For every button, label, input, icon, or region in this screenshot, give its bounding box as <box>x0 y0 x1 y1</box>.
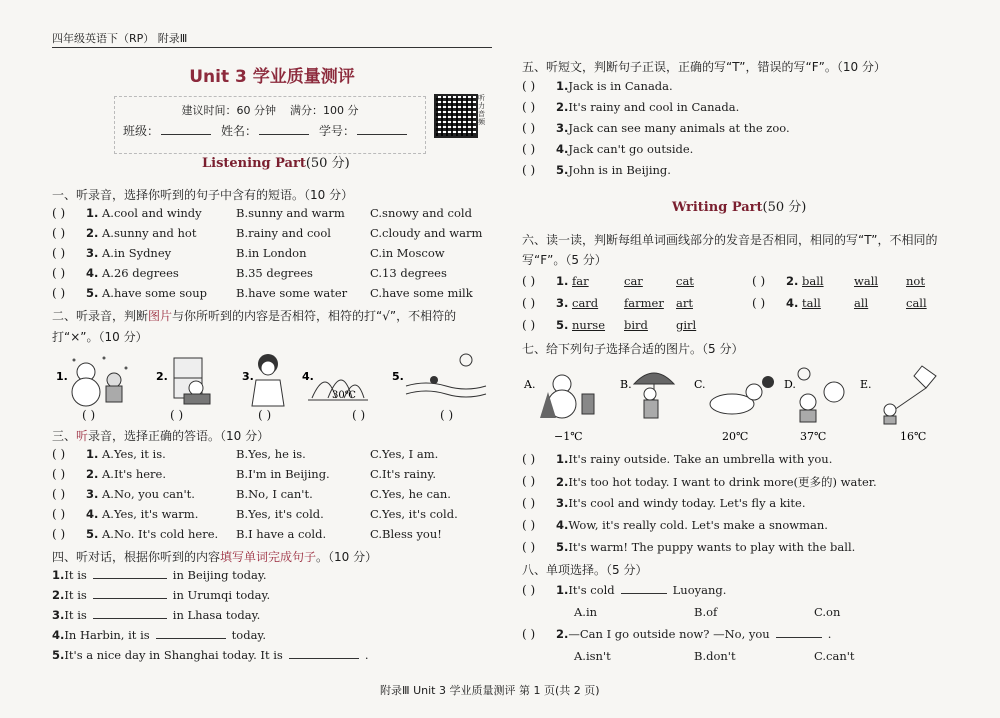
answer-bracket[interactable]: ( ) <box>522 121 536 135</box>
question-number: 2. <box>556 100 569 114</box>
name-label: 姓名： <box>221 124 258 138</box>
option-b[interactable]: B.of <box>694 605 718 619</box>
listening-part-title: Listening Part(50 分) <box>202 156 350 171</box>
pic7-temp-e: 16℃ <box>900 430 927 443</box>
answer-blank[interactable] <box>776 637 822 638</box>
question-number: 5. <box>556 318 569 332</box>
word <box>624 296 664 310</box>
underlined-part: art <box>676 296 693 310</box>
picture-answer-blank[interactable]: ( ) <box>82 408 96 422</box>
word <box>802 274 824 288</box>
sentence-end: in Lhasa today. <box>172 608 261 622</box>
underlined-part: all <box>854 296 869 310</box>
name-field[interactable] <box>259 122 309 135</box>
page-footer: 附录Ⅲ Unit 3 学业质量测评 第 1 页(共 2 页) <box>380 684 600 697</box>
section5-title: 五、听短文，判断句子正误，正确的写“T”，错误的写“F”。（10 分） <box>522 60 886 74</box>
option-c[interactable]: C.on <box>814 605 841 619</box>
sentence-end: in Beijing today. <box>172 568 267 582</box>
underlined-part: farmer <box>624 296 664 310</box>
answer-bracket[interactable]: ( ) <box>52 527 66 541</box>
option-a[interactable]: A.in <box>574 605 598 619</box>
class-label: 班级： <box>123 124 160 138</box>
underlined-part: cat <box>676 274 694 288</box>
question-number: 2. <box>556 627 569 641</box>
option-c[interactable]: C.Yes, I am. <box>370 447 439 461</box>
option-b[interactable]: B.Yes, he is. <box>236 447 306 461</box>
question-number: 2. <box>86 467 99 481</box>
question-number: 4. <box>556 142 569 156</box>
option-b[interactable]: B.sunny and warm <box>236 206 345 220</box>
question-number: 4. <box>556 518 569 532</box>
option-b[interactable]: B.No, I can't. <box>236 487 313 501</box>
hot-sun-picture-icon <box>784 368 844 443</box>
girl-icon <box>242 354 284 406</box>
statement <box>556 79 673 93</box>
sentence-start: It's a nice day in Shanghai today. It is <box>64 648 283 662</box>
fill-sentence <box>52 628 266 642</box>
statement-text: John is in Beijing. <box>568 163 671 177</box>
pic7-letter-c: C. <box>694 378 706 391</box>
section6-title-cont: 写“F”。（5 分） <box>522 253 607 267</box>
option-c[interactable]: C.Yes, he can. <box>370 487 451 501</box>
swimming-scene-icon <box>392 354 486 397</box>
info-time-score <box>115 102 425 118</box>
qr-label: 听力音频 <box>478 94 485 126</box>
picture-answer-blank[interactable]: ( ) <box>352 408 366 422</box>
question-number: 3. <box>556 496 569 510</box>
option-b[interactable]: B.35 degrees <box>236 266 313 280</box>
sentence-start: It is <box>64 588 87 602</box>
option-c[interactable]: C.have some milk <box>370 286 473 300</box>
pic7-letter-a: A. <box>524 378 536 391</box>
question-number: 2. <box>52 588 65 602</box>
question <box>556 583 726 597</box>
window-boy-icon <box>156 358 210 404</box>
fill-sentence <box>52 648 368 662</box>
section2-pictures <box>56 350 496 430</box>
answer-bracket[interactable]: ( ) <box>522 540 536 554</box>
pic-label-3: 3. <box>242 370 254 383</box>
pic7-temp-a: −1℃ <box>554 430 583 443</box>
kite-picture-icon <box>860 366 936 443</box>
sentence <box>556 452 832 466</box>
statement <box>556 163 671 177</box>
class-field[interactable] <box>161 122 211 135</box>
opera-house-icon <box>302 370 368 401</box>
answer-bracket[interactable]: ( ) <box>522 627 536 641</box>
section8-title: 八、单项选择。（5 分） <box>522 563 648 577</box>
sentence <box>556 496 806 510</box>
option-c[interactable]: C.Bless you! <box>370 527 442 541</box>
sentence-text: It's warm! The puppy wants to play with the ball. <box>568 540 856 554</box>
picture-answer-blank[interactable]: ( ) <box>170 408 184 422</box>
question-number: 5. <box>86 286 99 300</box>
option-c[interactable]: C.snowy and cold <box>370 206 472 220</box>
answer-blank[interactable] <box>93 578 167 579</box>
option-a[interactable]: A.It's here. <box>102 467 167 481</box>
word <box>572 296 598 310</box>
sentence-start: In Harbin, it is <box>64 628 150 642</box>
underlined-part: nurse <box>572 318 606 332</box>
option-a[interactable]: A.isn't <box>574 649 611 663</box>
option-a[interactable]: A.Yes, it is. <box>102 447 166 461</box>
answer-blank[interactable] <box>289 658 359 659</box>
option-b[interactable]: B.Yes, it's cold. <box>236 507 324 521</box>
question-number: 5. <box>556 540 569 554</box>
answer-bracket[interactable]: ( ) <box>522 496 536 510</box>
option-c[interactable]: C.It's rainy. <box>370 467 436 481</box>
sentence <box>556 474 877 490</box>
option-a[interactable]: A.No. It's cold here. <box>102 527 219 541</box>
id-field[interactable] <box>357 122 407 135</box>
word <box>906 296 927 310</box>
pic-label-1: 1. <box>56 370 68 383</box>
underlined-part: car <box>624 274 643 288</box>
question-start: It's cold <box>568 583 615 597</box>
word <box>624 274 643 288</box>
statement <box>556 121 790 135</box>
section2-title-cont: 打“×”。（10 分） <box>52 330 148 344</box>
word <box>676 318 696 332</box>
info-time: 建议时间：60 分钟 <box>181 104 276 117</box>
page-title: Unit 3 学业质量测评 <box>189 67 355 87</box>
statement <box>556 100 739 114</box>
word <box>802 296 821 310</box>
option-b[interactable]: B.I have a cold. <box>236 527 327 541</box>
pic7-temp-d: 37℃ <box>800 430 827 443</box>
answer-bracket[interactable]: ( ) <box>522 79 536 93</box>
sentence <box>556 540 855 554</box>
snow-scene-icon <box>56 357 128 407</box>
pic-label-2: 2. <box>156 370 168 383</box>
answer-bracket[interactable]: ( ) <box>52 467 66 481</box>
question-number: 3. <box>556 296 569 310</box>
word <box>572 274 589 288</box>
answer-bracket[interactable]: ( ) <box>522 100 536 114</box>
question-number: 5. <box>556 163 569 177</box>
question-number: 1. <box>556 452 569 466</box>
section7-pictures <box>522 362 970 444</box>
word <box>854 296 868 310</box>
question-number: 1. <box>86 447 99 461</box>
underlined-part: card <box>572 296 599 310</box>
id-label: 学号： <box>319 124 356 138</box>
answer-bracket[interactable]: ( ) <box>522 452 536 466</box>
question-number: 4. <box>86 507 99 521</box>
question-number: 3. <box>86 246 99 260</box>
section1-title: 一、听录音，选择你听到的句子中含有的短语。（10 分） <box>52 188 354 202</box>
umbrella-picture-icon <box>620 373 674 418</box>
sentence-text: It's cool and windy today. Let's fly a kite. <box>568 496 806 510</box>
answer-bracket[interactable]: ( ) <box>522 274 536 288</box>
option-b[interactable]: B.I'm in Beijing. <box>236 467 330 481</box>
question <box>556 627 831 641</box>
underlined-part: ball <box>802 274 824 288</box>
question-number: 2. <box>556 475 569 489</box>
writing-part-title: Writing Part(50 分) <box>672 200 807 215</box>
pic7-letter-e: E. <box>860 378 872 391</box>
statement-text: It's rainy and cool in Canada. <box>568 100 740 114</box>
sentence <box>556 518 828 532</box>
section4-title: 四、听对话，根据你听到的内容填写单词完成句子。（10 分） <box>52 550 378 564</box>
answer-bracket[interactable]: ( ) <box>522 318 536 332</box>
answer-bracket[interactable]: ( ) <box>522 474 536 488</box>
word <box>624 318 648 332</box>
option-a[interactable]: A.sunny and hot <box>102 226 197 240</box>
sentence-end: in Urumqi today. <box>172 588 271 602</box>
sentence-start: It is <box>64 608 87 622</box>
answer-blank[interactable] <box>93 598 167 599</box>
pic-label-5: 5. <box>392 370 404 383</box>
sentence-start: It is <box>64 568 87 582</box>
info-box <box>114 96 426 154</box>
answer-bracket[interactable]: ( ) <box>52 487 66 501</box>
answer-bracket[interactable]: ( ) <box>52 226 66 240</box>
pic-label-4: 4. <box>302 370 314 383</box>
answer-blank[interactable] <box>621 593 667 594</box>
question-number: 4. <box>52 628 65 642</box>
sentence-end: . <box>364 648 369 662</box>
answer-bracket[interactable]: ( ) <box>522 142 536 156</box>
answer-bracket[interactable]: ( ) <box>522 296 536 310</box>
underlined-part: bird <box>624 318 648 332</box>
option-a[interactable]: A.in Sydney <box>102 246 172 260</box>
sentence-text: Wow, it's really cold. Let's make a snowman. <box>568 518 828 532</box>
pic-temp: 30℃ <box>332 390 356 401</box>
word <box>676 296 693 310</box>
answer-bracket[interactable]: ( ) <box>522 163 536 177</box>
answer-bracket[interactable]: ( ) <box>52 206 66 220</box>
pic7-letter-b: B. <box>620 378 632 391</box>
option-c[interactable]: C.cloudy and warm <box>370 226 483 240</box>
header-divider <box>52 47 492 48</box>
answer-bracket[interactable]: ( ) <box>752 296 766 310</box>
pic7-temp-c: 20℃ <box>722 430 749 443</box>
section6-title: 六、读一读，判断每组单词画线部分的发音是否相同，相同的写“T”，不相同的 <box>522 233 938 247</box>
underlined-part: tall <box>802 296 821 310</box>
underlined-part: call <box>906 296 927 310</box>
answer-bracket[interactable]: ( ) <box>52 447 66 461</box>
option-c[interactable]: C.Yes, it's cold. <box>370 507 458 521</box>
answer-bracket[interactable]: ( ) <box>522 583 536 597</box>
option-a[interactable]: A.26 degrees <box>102 266 179 280</box>
fill-sentence <box>52 588 270 602</box>
answer-bracket[interactable]: ( ) <box>52 286 66 300</box>
question-number: 1. <box>52 568 65 582</box>
question-number: 4. <box>786 296 799 310</box>
sentence-text: It's rainy outside. Take an umbrella with you. <box>568 452 833 466</box>
option-c[interactable]: C.can't <box>814 649 855 663</box>
statement-text: Jack can't go outside. <box>568 142 694 156</box>
answer-bracket[interactable]: ( ) <box>752 274 766 288</box>
word <box>854 274 878 288</box>
fill-sentence <box>52 568 267 582</box>
underlined-part: wall <box>854 274 879 288</box>
sentence-text: It's too hot today. I want to drink more(更多的) water. <box>568 475 877 489</box>
question-number: 5. <box>86 527 99 541</box>
option-a[interactable]: A.cool and windy <box>102 206 202 220</box>
question-start: —Can I go outside now? —No, you <box>568 627 770 641</box>
question-end: . <box>827 627 832 641</box>
question-number: 2. <box>86 226 99 240</box>
info-score: 满分：100 分 <box>290 104 359 117</box>
snowman-picture-icon <box>523 375 594 443</box>
section7-title: 七、给下列句子选择合适的图片。（5 分） <box>522 342 744 356</box>
underlined-part: not <box>906 274 925 288</box>
section3-title: 三、听录音，选择正确的答语。（10 分） <box>52 429 270 443</box>
qr-code-icon[interactable] <box>434 94 478 138</box>
answer-bracket[interactable]: ( ) <box>52 266 66 280</box>
question-number: 3. <box>86 487 99 501</box>
question-number: 5. <box>52 648 65 662</box>
question-number: 3. <box>556 121 569 135</box>
question-number: 1. <box>556 79 569 93</box>
word <box>572 318 605 332</box>
word <box>676 274 694 288</box>
answer-bracket[interactable]: ( ) <box>52 246 66 260</box>
answer-blank[interactable] <box>156 638 226 639</box>
option-a[interactable]: A.Yes, it's warm. <box>102 507 199 521</box>
statement-text: Jack is in Canada. <box>568 79 673 93</box>
statement-text: Jack can see many animals at the zoo. <box>568 121 790 135</box>
option-b[interactable]: B.in London <box>236 246 307 260</box>
word <box>906 274 925 288</box>
statement <box>556 142 693 156</box>
answer-bracket[interactable]: ( ) <box>522 518 536 532</box>
picture-answer-blank[interactable]: ( ) <box>258 408 272 422</box>
question-number: 1. <box>86 206 99 220</box>
question-number: 1. <box>556 583 569 597</box>
info-fields <box>123 122 423 139</box>
option-b[interactable]: B.have some water <box>236 286 348 300</box>
fill-sentence <box>52 608 260 622</box>
question-number: 1. <box>556 274 569 288</box>
puppy-ball-picture-icon <box>694 376 774 443</box>
underlined-part: far <box>572 274 589 288</box>
option-c[interactable]: C.in Moscow <box>370 246 445 260</box>
pic7-letter-d: D. <box>784 378 796 391</box>
sentence-end: today. <box>231 628 267 642</box>
section2-title: 二、听录音，判断图片与你所听到的内容是否相符，相符的打“√”，不相符的 <box>52 309 457 323</box>
question-number: 3. <box>52 608 65 622</box>
answer-bracket[interactable]: ( ) <box>52 507 66 521</box>
underlined-part: girl <box>676 318 697 332</box>
header-tag: 四年级英语下（RP） 附录Ⅲ <box>52 32 188 45</box>
question-number: 4. <box>86 266 99 280</box>
picture-answer-blank[interactable]: ( ) <box>440 408 454 422</box>
option-c[interactable]: C.13 degrees <box>370 266 447 280</box>
option-b[interactable]: B.don't <box>694 649 736 663</box>
option-a[interactable]: A.No, you can't. <box>102 487 195 501</box>
answer-blank[interactable] <box>93 618 167 619</box>
option-a[interactable]: A.have some soup <box>102 286 207 300</box>
option-b[interactable]: B.rainy and cool <box>236 226 331 240</box>
question-number: 2. <box>786 274 799 288</box>
question-end: Luoyang. <box>672 583 727 597</box>
